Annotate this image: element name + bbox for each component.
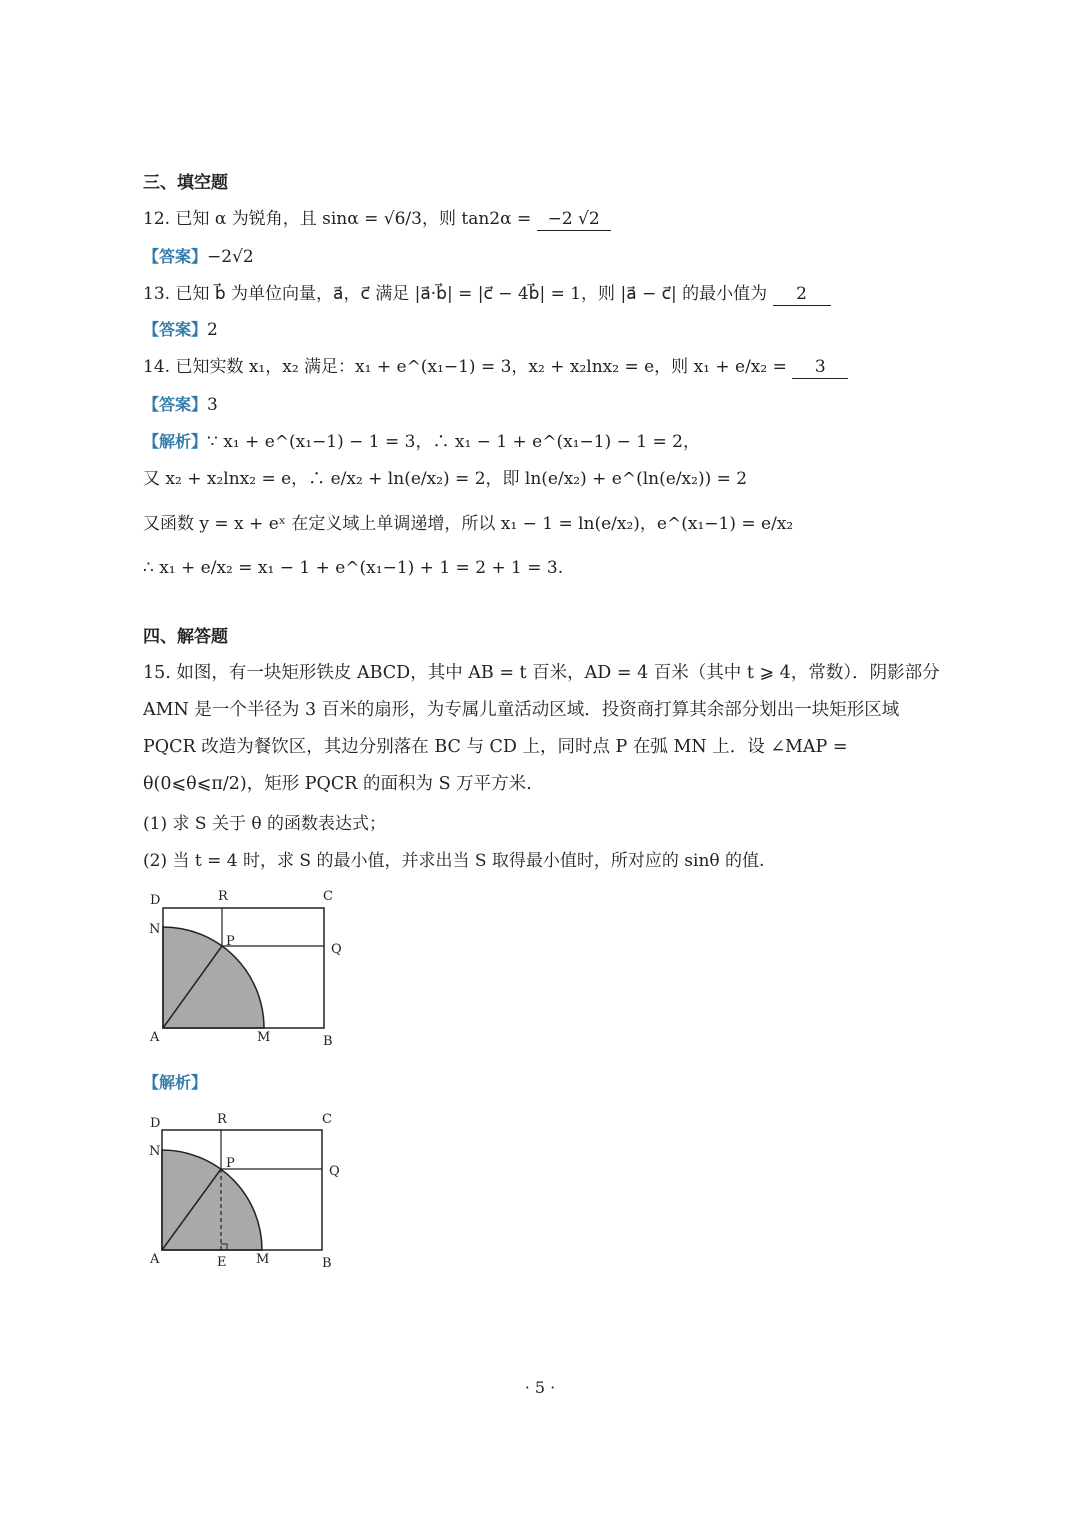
figure-rectangle-sector-2 xyxy=(140,1108,350,1273)
label-c: C xyxy=(322,1112,332,1127)
section-title-solve: 四、解答题 xyxy=(143,627,228,647)
q13-text: 13. 已知 b⃗ 为单位向量，a⃗，c⃗ 满足 |a⃗·b⃗| = |c⃗ − 4b⃗| = 1，则 |a⃗ − c⃗| 的最小值为 xyxy=(143,284,768,304)
label-q: Q xyxy=(329,1164,340,1179)
question-13 xyxy=(143,283,831,306)
q14-analysis-line-4: ∴ x₁ + e/x₂ = x₁ − 1 + e^(x₁−1) + 1 = 2 + 1 = 3. xyxy=(143,558,564,578)
figure-rectangle-sector-1 xyxy=(140,885,350,1050)
label-p: P xyxy=(226,1156,235,1171)
label-d: D xyxy=(150,893,161,908)
question-12 xyxy=(143,208,611,231)
label-p: P xyxy=(226,934,235,949)
q15-analysis-tag: 【解析】 xyxy=(143,1073,208,1092)
q14-answer: 3 xyxy=(207,395,218,415)
page-number: · 5 · xyxy=(524,1378,556,1397)
q14-analysis-text-1: ∵ x₁ + e^(x₁−1) − 1 = 3，∴ x₁ − 1 + e^(x₁−1) − 1 = 2， xyxy=(207,432,700,452)
q14-analysis-tag: 【解析】 xyxy=(143,432,208,451)
q14-text: 14. 已知实数 x₁，x₂ 满足：x₁ + e^(x₁−1) = 3，x₂ + x₂lnx₂ = e，则 x₁ + e/x₂ = xyxy=(143,357,787,377)
q15-line-2: AMN 是一个半径为 3 百米的扇形，为专属儿童活动区域．投资商打算其余部分划出一块矩形区域 xyxy=(143,700,900,720)
label-c: C xyxy=(323,889,333,904)
label-n: N xyxy=(149,1144,161,1159)
label-m: M xyxy=(256,1252,270,1267)
q13-answer-blank: 2 xyxy=(773,283,831,306)
q14-answer-blank: 3 xyxy=(792,356,848,379)
q12-answer: −2√2 xyxy=(207,247,254,267)
q14-answer-tag: 【答案】 xyxy=(143,395,208,414)
q14-analysis-line-1 xyxy=(143,431,700,453)
q14-answer-line xyxy=(143,394,218,416)
q12-answer-blank: −2 √2 xyxy=(537,208,611,231)
sector-amn xyxy=(162,1150,262,1250)
q15-line-1: 15. 如图，有一块矩形铁皮 ABCD，其中 AB = t 百米，AD = 4 百米（其中 t ⩾ 4，常数）．阴影部分 xyxy=(143,663,940,683)
q14-analysis-line-3: 又函数 y = x + eˣ 在定义域上单调递增，所以 x₁ − 1 = ln(e/x₂)，e^(x₁−1) = e/x₂ xyxy=(143,514,794,534)
label-e: E xyxy=(217,1255,227,1270)
q15-line-4: θ(0⩽θ⩽π/2)，矩形 PQCR 的面积为 S 万平方米. xyxy=(143,774,532,794)
q15-analysis-line xyxy=(143,1072,207,1094)
label-b: B xyxy=(322,1256,332,1271)
q13-answer: 2 xyxy=(207,320,218,340)
label-r: R xyxy=(217,1112,227,1127)
q15-line-3: PQCR 改造为餐饮区，其边分别落在 BC 与 CD 上，同时点 P 在弧 MN 上．设 ∠MAP = xyxy=(143,737,848,757)
label-d: D xyxy=(150,1116,161,1131)
label-q: Q xyxy=(331,942,342,957)
label-m: M xyxy=(257,1030,271,1045)
sector-amn xyxy=(163,927,264,1028)
q12-text: 12. 已知 α 为锐角，且 sinα = √6/3，则 tan2α = xyxy=(143,209,532,229)
q15-subquestion-2: (2) 当 t = 4 时，求 S 的最小值，并求出当 S 取得最小值时，所对应的 sinθ 的值. xyxy=(143,851,765,871)
section-title-fill-blank: 三、填空题 xyxy=(143,173,228,193)
question-14 xyxy=(143,356,848,379)
q12-answer-line xyxy=(143,246,254,268)
q12-answer-tag: 【答案】 xyxy=(143,247,208,266)
label-a: A xyxy=(150,1030,160,1045)
label-a: A xyxy=(150,1252,160,1267)
q13-answer-tag: 【答案】 xyxy=(143,320,208,339)
q14-analysis-line-2: 又 x₂ + x₂lnx₂ = e，∴ e/x₂ + ln(e/x₂) = 2，即 ln(e/x₂) + e^(ln(e/x₂)) = 2 xyxy=(143,469,748,489)
label-r: R xyxy=(218,889,228,904)
label-n: N xyxy=(149,922,161,937)
label-b: B xyxy=(323,1034,333,1049)
q13-answer-line xyxy=(143,319,218,341)
q15-subquestion-1: (1) 求 S 关于 θ 的函数表达式； xyxy=(143,814,386,834)
